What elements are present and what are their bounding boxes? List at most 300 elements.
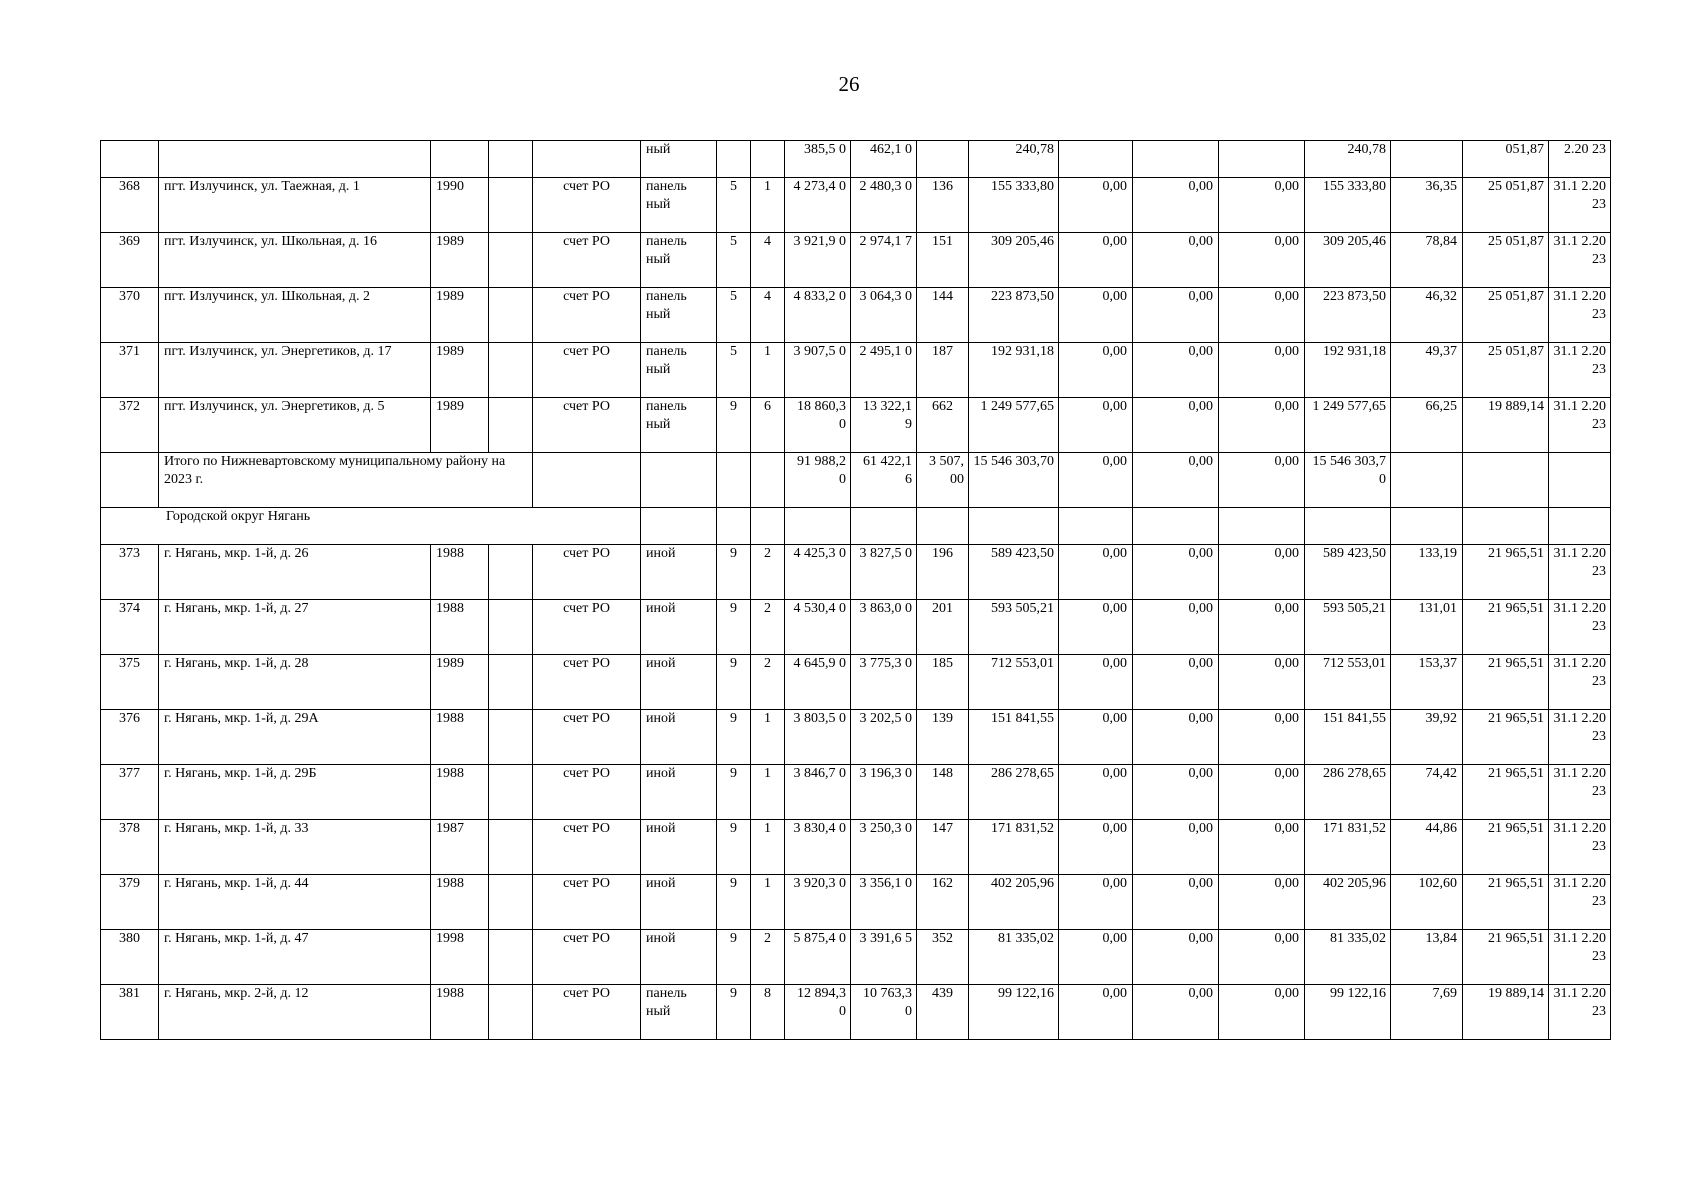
- cell-floors: 9: [717, 600, 751, 655]
- cell-deadline: 31.1 2.20 23: [1549, 600, 1611, 655]
- cell-area-living: 462,1 0: [851, 141, 917, 178]
- cell-limit-cost: 25 051,87: [1463, 178, 1549, 233]
- cell-funding: счет РО: [533, 545, 641, 600]
- cell-row-number: 378: [101, 820, 159, 875]
- cell-area-total: 3 846,7 0: [785, 765, 851, 820]
- cell-funding: счет РО: [533, 710, 641, 765]
- table-row: [101, 141, 1611, 178]
- table-row: [101, 398, 1611, 453]
- cell-fund-3: 0,00: [1219, 985, 1305, 1040]
- cell-year: 1998: [431, 930, 489, 985]
- cell-blank: [489, 343, 533, 398]
- cell-wall-material: панель ный: [641, 233, 717, 288]
- cell-wall-material: панель ный: [641, 985, 717, 1040]
- cell-row-number: 370: [101, 288, 159, 343]
- cell-entrances: 1: [751, 875, 785, 930]
- cell-deadline: 31.1 2.20 23: [1549, 710, 1611, 765]
- cell-cost-total: 223 873,50: [969, 288, 1059, 343]
- cell-wall-material: иной: [641, 655, 717, 710]
- total-fund-2: 0,00: [1133, 453, 1219, 508]
- cell-fund-3: 0,00: [1219, 288, 1305, 343]
- cell-address: г. Нягань, мкр. 1-й, д. 44: [159, 875, 431, 930]
- cell-year: 1988: [431, 600, 489, 655]
- section-title: Городской округ Нягань: [101, 508, 641, 545]
- cell-unit-cost: 46,32: [1391, 288, 1463, 343]
- cell-deadline: 31.1 2.20 23: [1549, 178, 1611, 233]
- cell-address: г. Нягань, мкр. 1-й, д. 47: [159, 930, 431, 985]
- cell-address: [159, 141, 431, 178]
- total-fund-3: 0,00: [1219, 453, 1305, 508]
- cell-area-living: 3 356,1 0: [851, 875, 917, 930]
- cell-limit-cost: 19 889,14: [1463, 398, 1549, 453]
- cell-deadline: 31.1 2.20 23: [1549, 765, 1611, 820]
- cell-deadline: 2.20 23: [1549, 141, 1611, 178]
- cell-area-total: 4 425,3 0: [785, 545, 851, 600]
- cell-funding: [533, 141, 641, 178]
- cell-area-living: 3 863,0 0: [851, 600, 917, 655]
- cell-cost-total: 712 553,01: [969, 655, 1059, 710]
- cell-row-number: 377: [101, 765, 159, 820]
- cell-deadline: 31.1 2.20 23: [1549, 820, 1611, 875]
- cell-fund-3: 0,00: [1219, 710, 1305, 765]
- cell-area-living: 2 480,3 0: [851, 178, 917, 233]
- cell-fund-1: 0,00: [1059, 655, 1133, 710]
- cell-unit-cost: 131,01: [1391, 600, 1463, 655]
- cell-fund-2: 0,00: [1133, 600, 1219, 655]
- cell-wall-material: панель ный: [641, 288, 717, 343]
- cell-blank: [489, 655, 533, 710]
- cell-unit-cost: 78,84: [1391, 233, 1463, 288]
- cell-residents: 162: [917, 875, 969, 930]
- cell-area-total: 12 894,3 0: [785, 985, 851, 1040]
- cell-cost-total: 1 249 577,65: [969, 398, 1059, 453]
- cell-funding: счет РО: [533, 288, 641, 343]
- cell-fund-1: 0,00: [1059, 600, 1133, 655]
- table-row: [101, 178, 1611, 233]
- cell-area-total: 3 921,9 0: [785, 233, 851, 288]
- cell-unit-cost: [1391, 453, 1463, 508]
- cell-unit-cost: 74,42: [1391, 765, 1463, 820]
- table-row: [101, 655, 1611, 710]
- cell-address: пгт. Излучинск, ул. Школьная, д. 16: [159, 233, 431, 288]
- cell-funding: счет РО: [533, 233, 641, 288]
- cell-wall-material: [641, 508, 717, 545]
- cell-blank: [489, 710, 533, 765]
- table-row-section: [101, 508, 1611, 545]
- cell-wall-material: панель ный: [641, 343, 717, 398]
- cell-deadline: 31.1 2.20 23: [1549, 875, 1611, 930]
- cell-deadline: 31.1 2.20 23: [1549, 655, 1611, 710]
- cell-wall-material: панель ный: [641, 398, 717, 453]
- cell-blank: [489, 985, 533, 1040]
- cell-floors: 9: [717, 655, 751, 710]
- total-cost: 15 546 303,70: [969, 453, 1059, 508]
- cell-row-number: [101, 141, 159, 178]
- cell-area-total: 5 875,4 0: [785, 930, 851, 985]
- cell-wall-material: ный: [641, 141, 717, 178]
- cell-year: 1989: [431, 343, 489, 398]
- cell-fund-2: 0,00: [1133, 545, 1219, 600]
- cell-unit-cost: [1391, 508, 1463, 545]
- table-row: [101, 820, 1611, 875]
- cell-entrances: 2: [751, 655, 785, 710]
- cell-area-total: 385,5 0: [785, 141, 851, 178]
- cell-wall-material: иной: [641, 930, 717, 985]
- cell-fund-owners: 402 205,96: [1305, 875, 1391, 930]
- cell-fund-owners: 99 122,16: [1305, 985, 1391, 1040]
- cell-blank: [489, 545, 533, 600]
- cell-fund-3: 0,00: [1219, 875, 1305, 930]
- cell-area-total: 4 833,2 0: [785, 288, 851, 343]
- cell-fund-2: 0,00: [1133, 710, 1219, 765]
- cell-row-number: 371: [101, 343, 159, 398]
- table-body: [101, 141, 1611, 1040]
- cell-cost-total: 151 841,55: [969, 710, 1059, 765]
- cell-blank: [489, 398, 533, 453]
- cell-fund-owners: 309 205,46: [1305, 233, 1391, 288]
- cell-fund-2: [1133, 141, 1219, 178]
- cell-floors: 9: [717, 545, 751, 600]
- cell-unit-cost: 102,60: [1391, 875, 1463, 930]
- cell-fund-owners: 81 335,02: [1305, 930, 1391, 985]
- cell-row-number: 379: [101, 875, 159, 930]
- cell-fund-2: 0,00: [1133, 655, 1219, 710]
- cell-fund-1: [1059, 141, 1133, 178]
- cell-year: 1988: [431, 710, 489, 765]
- cell-fund-owners: 712 553,01: [1305, 655, 1391, 710]
- cell-blank: [489, 875, 533, 930]
- cell-area-total: 4 273,4 0: [785, 178, 851, 233]
- cell-year: 1988: [431, 985, 489, 1040]
- cell-unit-cost: 13,84: [1391, 930, 1463, 985]
- cell-fund-owners: [1305, 508, 1391, 545]
- total-area-total: 91 988,2 0: [785, 453, 851, 508]
- cell-area-living: 3 202,5 0: [851, 710, 917, 765]
- cell-fund-2: 0,00: [1133, 398, 1219, 453]
- cell-fund-3: 0,00: [1219, 343, 1305, 398]
- cell-wall-material: панель ный: [641, 178, 717, 233]
- cell-fund-2: 0,00: [1133, 930, 1219, 985]
- cell-limit-cost: 051,87: [1463, 141, 1549, 178]
- table-row: [101, 233, 1611, 288]
- cell-blank: [489, 178, 533, 233]
- cell-cost-total: 81 335,02: [969, 930, 1059, 985]
- cell-limit-cost: 25 051,87: [1463, 288, 1549, 343]
- cell-floors: 9: [717, 820, 751, 875]
- cell-floors: [717, 453, 751, 508]
- cell-residents: 662: [917, 398, 969, 453]
- cell-residents: 185: [917, 655, 969, 710]
- cell-wall-material: иной: [641, 710, 717, 765]
- cell-floors: 9: [717, 985, 751, 1040]
- cell-residents: 148: [917, 765, 969, 820]
- cell-year: 1990: [431, 178, 489, 233]
- cell-row-number: [101, 453, 159, 508]
- cell-area-total: 18 860,3 0: [785, 398, 851, 453]
- cell-funding: счет РО: [533, 343, 641, 398]
- capital-repair-table: [100, 140, 1611, 1040]
- cell-fund-2: 0,00: [1133, 288, 1219, 343]
- cell-blank: [489, 288, 533, 343]
- cell-fund-2: 0,00: [1133, 820, 1219, 875]
- cell-funding: счет РО: [533, 398, 641, 453]
- cell-area-living: [851, 508, 917, 545]
- cell-fund-1: 0,00: [1059, 343, 1133, 398]
- cell-unit-cost: 39,92: [1391, 710, 1463, 765]
- cell-fund-2: 0,00: [1133, 233, 1219, 288]
- cell-entrances: 6: [751, 398, 785, 453]
- cell-fund-2: 0,00: [1133, 765, 1219, 820]
- cell-fund-1: 0,00: [1059, 545, 1133, 600]
- cell-blank: [489, 930, 533, 985]
- cell-unit-cost: 153,37: [1391, 655, 1463, 710]
- cell-address: г. Нягань, мкр. 1-й, д. 28: [159, 655, 431, 710]
- cell-limit-cost: 21 965,51: [1463, 545, 1549, 600]
- cell-row-number: 381: [101, 985, 159, 1040]
- table-row: [101, 600, 1611, 655]
- cell-area-living: 3 827,5 0: [851, 545, 917, 600]
- cell-funding: счет РО: [533, 930, 641, 985]
- cell-floors: 9: [717, 875, 751, 930]
- cell-residents: [917, 508, 969, 545]
- cell-fund-1: [1059, 508, 1133, 545]
- total-residents: 3 507, 00: [917, 453, 969, 508]
- cell-fund-3: 0,00: [1219, 655, 1305, 710]
- cell-fund-2: 0,00: [1133, 343, 1219, 398]
- cell-year: 1987: [431, 820, 489, 875]
- cell-limit-cost: 21 965,51: [1463, 765, 1549, 820]
- cell-row-number: 373: [101, 545, 159, 600]
- cell-fund-owners: 171 831,52: [1305, 820, 1391, 875]
- cell-fund-3: 0,00: [1219, 765, 1305, 820]
- cell-row-number: 376: [101, 710, 159, 765]
- cell-deadline: 31.1 2.20 23: [1549, 930, 1611, 985]
- cell-limit-cost: [1463, 453, 1549, 508]
- cell-funding: счет РО: [533, 985, 641, 1040]
- cell-deadline: [1549, 453, 1611, 508]
- cell-wall-material: [641, 453, 717, 508]
- cell-fund-3: [1219, 508, 1305, 545]
- cell-year: 1988: [431, 875, 489, 930]
- cell-funding: счет РО: [533, 820, 641, 875]
- cell-funding: счет РО: [533, 178, 641, 233]
- cell-residents: 352: [917, 930, 969, 985]
- cell-address: пгт. Излучинск, ул. Энергетиков, д. 5: [159, 398, 431, 453]
- cell-cost-total: 99 122,16: [969, 985, 1059, 1040]
- cell-limit-cost: 21 965,51: [1463, 930, 1549, 985]
- cell-residents: 136: [917, 178, 969, 233]
- cell-limit-cost: 25 051,87: [1463, 233, 1549, 288]
- cell-entrances: 2: [751, 930, 785, 985]
- cell-fund-1: 0,00: [1059, 178, 1133, 233]
- cell-residents: 196: [917, 545, 969, 600]
- cell-deadline: 31.1 2.20 23: [1549, 545, 1611, 600]
- cell-fund-3: [1219, 141, 1305, 178]
- cell-year: 1989: [431, 398, 489, 453]
- cell-row-number: 380: [101, 930, 159, 985]
- cell-fund-2: 0,00: [1133, 875, 1219, 930]
- cell-floors: [717, 508, 751, 545]
- cell-funding: счет РО: [533, 655, 641, 710]
- table-row: [101, 985, 1611, 1040]
- cell-fund-owners: 151 841,55: [1305, 710, 1391, 765]
- cell-area-total: 3 907,5 0: [785, 343, 851, 398]
- cell-address: г. Нягань, мкр. 2-й, д. 12: [159, 985, 431, 1040]
- cell-fund-2: 0,00: [1133, 985, 1219, 1040]
- cell-wall-material: иной: [641, 600, 717, 655]
- cell-fund-3: 0,00: [1219, 233, 1305, 288]
- cell-fund-owners: 589 423,50: [1305, 545, 1391, 600]
- cell-fund-3: 0,00: [1219, 820, 1305, 875]
- cell-year: 1989: [431, 288, 489, 343]
- cell-limit-cost: [1463, 508, 1549, 545]
- cell-entrances: 1: [751, 710, 785, 765]
- cell-residents: 144: [917, 288, 969, 343]
- cell-floors: [717, 141, 751, 178]
- cell-entrances: 2: [751, 600, 785, 655]
- cell-row-number: 374: [101, 600, 159, 655]
- cell-entrances: [751, 508, 785, 545]
- cell-entrances: 1: [751, 178, 785, 233]
- cell-cost-total: 192 931,18: [969, 343, 1059, 398]
- cell-blank: [489, 765, 533, 820]
- cell-fund-1: 0,00: [1059, 710, 1133, 765]
- cell-fund-3: 0,00: [1219, 398, 1305, 453]
- cell-floors: 9: [717, 765, 751, 820]
- cell-fund-owners: 593 505,21: [1305, 600, 1391, 655]
- cell-row-number: 372: [101, 398, 159, 453]
- cell-floors: 9: [717, 398, 751, 453]
- cell-funding: счет РО: [533, 600, 641, 655]
- cell-funding: счет РО: [533, 765, 641, 820]
- cell-cost-total: 593 505,21: [969, 600, 1059, 655]
- cell-fund-1: 0,00: [1059, 985, 1133, 1040]
- cell-floors: 5: [717, 343, 751, 398]
- cell-fund-1: 0,00: [1059, 765, 1133, 820]
- cell-residents: 151: [917, 233, 969, 288]
- cell-unit-cost: 49,37: [1391, 343, 1463, 398]
- cell-unit-cost: 7,69: [1391, 985, 1463, 1040]
- cell-unit-cost: [1391, 141, 1463, 178]
- table-row: [101, 875, 1611, 930]
- cell-cost-total: 309 205,46: [969, 233, 1059, 288]
- cell-blank: [489, 141, 533, 178]
- cell-floors: 5: [717, 288, 751, 343]
- cell-address: пгт. Излучинск, ул. Школьная, д. 2: [159, 288, 431, 343]
- cell-cost-total: 171 831,52: [969, 820, 1059, 875]
- cell-entrances: 1: [751, 820, 785, 875]
- table-row: [101, 930, 1611, 985]
- total-fund-1: 0,00: [1059, 453, 1133, 508]
- cell-entrances: 8: [751, 985, 785, 1040]
- cell-limit-cost: 21 965,51: [1463, 655, 1549, 710]
- table-row: [101, 545, 1611, 600]
- cell-floors: 9: [717, 710, 751, 765]
- cell-limit-cost: 21 965,51: [1463, 710, 1549, 765]
- cell-cost-total: [969, 508, 1059, 545]
- cell-cost-total: 286 278,65: [969, 765, 1059, 820]
- cell-wall-material: иной: [641, 875, 717, 930]
- cell-area-living: 2 495,1 0: [851, 343, 917, 398]
- cell-area-total: 3 803,5 0: [785, 710, 851, 765]
- cell-cost-total: 589 423,50: [969, 545, 1059, 600]
- cell-fund-owners: 223 873,50: [1305, 288, 1391, 343]
- cell-fund-3: 0,00: [1219, 930, 1305, 985]
- cell-blank: [489, 233, 533, 288]
- total-fund-owners: 15 546 303,70: [1305, 453, 1391, 508]
- cell-cost-total: 240,78: [969, 141, 1059, 178]
- cell-fund-owners: 192 931,18: [1305, 343, 1391, 398]
- cell-row-number: 369: [101, 233, 159, 288]
- cell-address: г. Нягань, мкр. 1-й, д. 33: [159, 820, 431, 875]
- cell-fund-2: [1133, 508, 1219, 545]
- cell-cost-total: 402 205,96: [969, 875, 1059, 930]
- cell-fund-owners: 155 333,80: [1305, 178, 1391, 233]
- cell-fund-owners: 1 249 577,65: [1305, 398, 1391, 453]
- cell-year: 1988: [431, 545, 489, 600]
- cell-year: 1989: [431, 655, 489, 710]
- cell-area-living: 13 322,1 9: [851, 398, 917, 453]
- cell-area-living: 3 775,3 0: [851, 655, 917, 710]
- cell-fund-3: 0,00: [1219, 600, 1305, 655]
- cell-fund-2: 0,00: [1133, 178, 1219, 233]
- cell-year: 1988: [431, 765, 489, 820]
- table-row: [101, 710, 1611, 765]
- cell-area-total: 4 645,9 0: [785, 655, 851, 710]
- cell-residents: 187: [917, 343, 969, 398]
- cell-residents: [917, 141, 969, 178]
- cell-entrances: 4: [751, 233, 785, 288]
- cell-residents: 139: [917, 710, 969, 765]
- cell-unit-cost: 36,35: [1391, 178, 1463, 233]
- cell-deadline: 31.1 2.20 23: [1549, 398, 1611, 453]
- cell-deadline: 31.1 2.20 23: [1549, 985, 1611, 1040]
- cell-floors: 5: [717, 233, 751, 288]
- cell-row-number: 368: [101, 178, 159, 233]
- cell-address: г. Нягань, мкр. 1-й, д. 29А: [159, 710, 431, 765]
- cell-address: г. Нягань, мкр. 1-й, д. 26: [159, 545, 431, 600]
- cell-deadline: 31.1 2.20 23: [1549, 233, 1611, 288]
- cell-fund-1: 0,00: [1059, 930, 1133, 985]
- cell-entrances: 1: [751, 765, 785, 820]
- cell-address: пгт. Излучинск, ул. Таежная, д. 1: [159, 178, 431, 233]
- total-label: Итого по Нижневартовскому муниципальному району на 2023 г.: [159, 453, 533, 508]
- cell-entrances: 1: [751, 343, 785, 398]
- cell-address: г. Нягань, мкр. 1-й, д. 29Б: [159, 765, 431, 820]
- cell-residents: 201: [917, 600, 969, 655]
- table-row: [101, 288, 1611, 343]
- cell-address: пгт. Излучинск, ул. Энергетиков, д. 17: [159, 343, 431, 398]
- cell-area-total: 3 830,4 0: [785, 820, 851, 875]
- cell-blank: [489, 820, 533, 875]
- cell-funding: [533, 453, 641, 508]
- cell-unit-cost: 66,25: [1391, 398, 1463, 453]
- cell-blank: [489, 600, 533, 655]
- cell-address: г. Нягань, мкр. 1-й, д. 27: [159, 600, 431, 655]
- cell-deadline: [1549, 508, 1611, 545]
- cell-wall-material: иной: [641, 765, 717, 820]
- cell-area-living: 3 064,3 0: [851, 288, 917, 343]
- cell-cost-total: 155 333,80: [969, 178, 1059, 233]
- cell-residents: 439: [917, 985, 969, 1040]
- total-area-living: 61 422,1 6: [851, 453, 917, 508]
- cell-fund-3: 0,00: [1219, 178, 1305, 233]
- cell-fund-3: 0,00: [1219, 545, 1305, 600]
- cell-year: 1989: [431, 233, 489, 288]
- cell-floors: 5: [717, 178, 751, 233]
- cell-wall-material: иной: [641, 820, 717, 875]
- cell-entrances: 4: [751, 288, 785, 343]
